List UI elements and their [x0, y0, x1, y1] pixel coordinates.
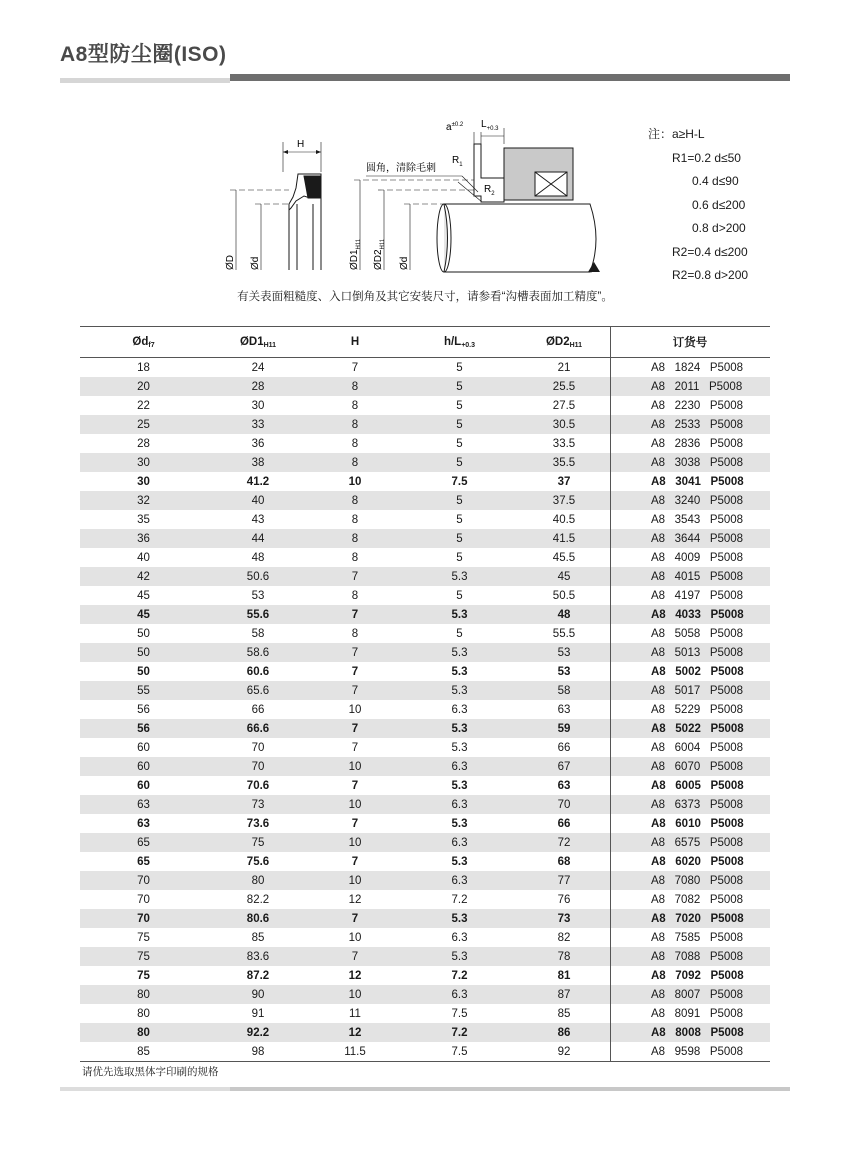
cell-order: A8 7092 P5008 — [611, 966, 771, 985]
cell-order: A8 1824 P5008 — [611, 358, 771, 378]
cell-D1: 83.6 — [207, 947, 309, 966]
cell-hL: 6.3 — [401, 871, 518, 890]
cell-hL: 5.3 — [401, 567, 518, 586]
table-row — [80, 795, 770, 814]
table-row — [80, 434, 770, 453]
label-D2: $ØD2_{H11}$ — [373, 238, 386, 270]
table-row — [80, 1023, 770, 1042]
table-row — [80, 662, 770, 681]
cell-hL: 5.3 — [451, 741, 468, 754]
cell-D2: 30.5 — [518, 415, 611, 434]
cell-D1: 73.6 — [246, 817, 270, 830]
cell-D2: 63 — [557, 703, 571, 716]
header-D2: $ØD2_{H11}$ — [518, 327, 611, 358]
cell-d: 45 — [80, 605, 207, 624]
cell-D2: 35.5 — [518, 453, 611, 472]
cell-D1: 43 — [251, 513, 265, 526]
table-row — [80, 472, 770, 491]
cell-D1: 75 — [207, 833, 309, 852]
cell-d: 65 — [80, 833, 207, 852]
cell-D1: 75.6 — [246, 855, 270, 868]
cell-H: 8 — [351, 437, 359, 450]
cell-D1: 65.6 — [207, 681, 309, 700]
header-H: H — [309, 327, 401, 358]
cell-D2: 50.5 — [552, 589, 576, 602]
cell-d: 70 — [137, 893, 150, 906]
table-row — [80, 700, 770, 719]
cell-d: 28 — [137, 437, 150, 450]
table-row — [80, 643, 770, 662]
cell-d: 30 — [80, 453, 207, 472]
cell-H: 8 — [309, 453, 401, 472]
cell-d: 35 — [137, 513, 150, 526]
table-row — [80, 757, 770, 776]
cell-H: 11.5 — [344, 1045, 366, 1058]
cell-d: 80 — [80, 1023, 207, 1042]
cell-order: A8 3041 P5008 — [611, 472, 771, 491]
table-row — [80, 358, 770, 378]
cell-D2: 33.5 — [552, 437, 576, 450]
table-row — [80, 738, 770, 757]
cell-D1: 73 — [207, 795, 309, 814]
cell-hL: 5 — [401, 453, 518, 472]
cell-H: 8 — [351, 589, 359, 602]
cell-D1: 70 — [207, 757, 309, 776]
cell-d: 56 — [137, 703, 150, 716]
cell-H: 7 — [309, 947, 401, 966]
cell-D2: 48 — [518, 605, 611, 624]
table-row — [80, 947, 770, 966]
cell-D1: 44 — [207, 529, 309, 548]
cell-D2: 66 — [557, 741, 571, 754]
cell-hL: 5 — [456, 627, 463, 640]
cell-H: 8 — [351, 551, 359, 564]
cell-d: 50 — [137, 627, 150, 640]
table-row — [80, 377, 770, 396]
cell-order: A8 3543 P5008 — [611, 510, 771, 529]
label-d-right: Ød — [399, 256, 410, 270]
cell-D2: 70 — [518, 795, 611, 814]
cell-D2: 73 — [518, 909, 611, 928]
cell-order: A8 7080 P5008 — [611, 871, 771, 890]
cell-H: 7 — [309, 909, 401, 928]
cell-D1: 24 — [251, 361, 265, 374]
note-line: 注：a≥H-L — [648, 127, 705, 141]
cell-order: A8 8007 P5008 — [611, 985, 771, 1004]
table-row — [80, 605, 770, 624]
cell-D1: 66.6 — [207, 719, 309, 738]
cell-D1: 70 — [251, 741, 265, 754]
cell-D1: 85 — [251, 931, 265, 944]
cell-H: 10 — [348, 931, 362, 944]
cell-order: A8 8008 P5008 — [611, 1023, 771, 1042]
cell-hL: 6.3 — [451, 931, 468, 944]
cell-hL: 5.3 — [401, 643, 518, 662]
cell-D1: 58 — [251, 627, 265, 640]
cell-d: 20 — [80, 377, 207, 396]
cell-order: A8 2230 P5008 — [611, 396, 771, 415]
cell-hL: 5 — [401, 491, 518, 510]
cell-d: 65 — [137, 855, 150, 868]
cell-D1: 36 — [251, 437, 265, 450]
note-line: R2=0.8 d>200 — [672, 268, 749, 282]
table-row — [80, 548, 770, 567]
page-title: A8型防尘圈(ISO) — [60, 43, 227, 66]
table-header-row — [80, 327, 770, 358]
cell-hL: 5 — [456, 513, 463, 526]
table-row — [80, 396, 770, 415]
seal-installation-drawing — [200, 100, 620, 280]
cell-H: 8 — [309, 529, 401, 548]
cell-d: 80 — [137, 1007, 150, 1020]
cell-D1: 91 — [251, 1007, 265, 1020]
cell-D1: 70.6 — [246, 779, 270, 792]
table-row — [80, 415, 770, 434]
cell-hL: 5 — [456, 361, 463, 374]
cell-d: 36 — [80, 529, 207, 548]
cell-order: A8 5058 P5008 — [611, 624, 771, 643]
table-row — [80, 1042, 770, 1062]
cell-H: 8 — [351, 513, 359, 526]
table-body — [80, 358, 770, 1062]
title-rule-dark — [230, 74, 790, 81]
cell-H: 8 — [351, 399, 359, 412]
caption: 有关表面粗糙度、入口倒角及其它安装尺寸，请参看“沟槽表面加工精度”。 — [237, 291, 613, 303]
cell-D2: 45 — [518, 567, 611, 586]
note-line: R1=0.2 d≤50 — [672, 150, 741, 165]
cell-D1: 48 — [251, 551, 265, 564]
cell-D1: 98 — [251, 1045, 265, 1058]
install-notes — [648, 123, 748, 288]
note-line: R2=0.4 d≤200 — [672, 244, 748, 259]
cell-d: 25 — [80, 415, 207, 434]
cell-hL: 7.5 — [451, 1045, 468, 1058]
cell-D1: 66 — [251, 703, 265, 716]
note-line: 0.8 d>200 — [692, 221, 746, 235]
label-L: $L_{+0.3}$ — [481, 119, 499, 132]
cell-H: 7 — [351, 741, 359, 754]
label-D1: $ØD1_{H11}$ — [349, 238, 362, 270]
cell-D1: 80.6 — [207, 909, 309, 928]
cell-H: 10 — [309, 985, 401, 1004]
seal-section — [230, 142, 321, 270]
cell-d: 70 — [80, 909, 207, 928]
label-D: ØD — [225, 255, 236, 270]
table-row — [80, 776, 770, 795]
cell-hL: 6.3 — [401, 985, 518, 1004]
cell-hL: 5.3 — [401, 947, 518, 966]
cell-D1: 60.6 — [246, 665, 270, 678]
cell-order: A8 6004 P5008 — [611, 738, 771, 757]
cell-hL: 7.5 — [451, 1007, 468, 1020]
cell-hL: 7.2 — [451, 969, 468, 982]
cell-H: 7 — [351, 779, 359, 792]
cell-d: 50 — [80, 643, 207, 662]
cell-H: 12 — [348, 893, 362, 906]
table-row — [80, 453, 770, 472]
cell-D1: 55.6 — [207, 605, 309, 624]
cell-hL: 5.3 — [451, 779, 468, 792]
cell-d: 75 — [80, 947, 207, 966]
header-D1: $ØD1_{H11}$ — [207, 327, 309, 358]
cell-D1: 38 — [207, 453, 309, 472]
table-row — [80, 814, 770, 833]
cell-d: 32 — [80, 491, 207, 510]
cell-hL: 5.3 — [401, 605, 518, 624]
cell-D2: 85 — [557, 1007, 571, 1020]
cell-order: A8 6005 P5008 — [611, 776, 771, 795]
cell-D1: 92.2 — [207, 1023, 309, 1042]
note-line: 0.6 d≤200 — [692, 197, 746, 212]
cell-d: 22 — [137, 399, 150, 412]
cell-D2: 68 — [557, 855, 571, 868]
cell-hL: 7.2 — [451, 893, 468, 906]
cell-d: 85 — [137, 1045, 150, 1058]
cell-order: A8 4015 P5008 — [611, 567, 771, 586]
cell-D1: 41.2 — [246, 475, 270, 488]
cell-D2: 67 — [518, 757, 611, 776]
cell-H: 7 — [309, 605, 401, 624]
header-d: $Ød_{f7}$ — [80, 327, 207, 358]
header-order: 订货号 — [611, 327, 771, 358]
cell-order: A8 6070 P5008 — [611, 757, 771, 776]
table-row — [80, 1004, 770, 1023]
cell-order: A8 2836 P5008 — [611, 434, 771, 453]
cell-D1: 28 — [207, 377, 309, 396]
cell-hL: 5 — [456, 551, 463, 564]
table-row — [80, 909, 770, 928]
cell-hL: 5.3 — [451, 817, 468, 830]
table-row — [80, 928, 770, 947]
cell-d: 80 — [80, 985, 207, 1004]
cell-hL: 5 — [401, 415, 518, 434]
cell-d: 42 — [80, 567, 207, 586]
cell-D2: 76 — [557, 893, 571, 906]
cell-H: 7 — [309, 719, 401, 738]
cell-H: 7 — [309, 681, 401, 700]
table-row — [80, 624, 770, 643]
cell-d: 60 — [137, 741, 150, 754]
cell-order: A8 5229 P5008 — [611, 700, 771, 719]
cell-H: 10 — [309, 871, 401, 890]
footer-rule-light — [60, 1087, 230, 1091]
cell-hL: 7.5 — [451, 475, 468, 488]
cell-hL: 6.3 — [401, 833, 518, 852]
cell-D1: 82.2 — [246, 893, 270, 906]
cell-D1: 30 — [251, 399, 265, 412]
cell-H: 7 — [351, 855, 359, 868]
cell-H: 7 — [309, 567, 401, 586]
table-row — [80, 491, 770, 510]
footnote: 请优先选取黑体字印刷的规格 — [82, 1066, 219, 1078]
cell-d: 18 — [137, 361, 150, 374]
table-row — [80, 966, 770, 985]
table-row — [80, 567, 770, 586]
cell-d: 75 — [137, 969, 150, 982]
footer-rule-dark — [230, 1087, 790, 1091]
cell-H: 12 — [309, 1023, 401, 1042]
cell-H: 7 — [351, 665, 359, 678]
cell-d: 70 — [80, 871, 207, 890]
table-row — [80, 890, 770, 909]
cell-D1: 40 — [207, 491, 309, 510]
cell-D2: 92 — [557, 1045, 571, 1058]
title-rule-light — [60, 78, 230, 83]
cell-D1: 90 — [207, 985, 309, 1004]
cell-D2: 86 — [518, 1023, 611, 1042]
cell-D2: 72 — [518, 833, 611, 852]
cell-d: 60 — [80, 757, 207, 776]
cell-H: 7 — [309, 643, 401, 662]
cell-H: 10 — [309, 757, 401, 776]
cell-D2: 82 — [557, 931, 571, 944]
cell-d: 40 — [137, 551, 150, 564]
cell-order: A8 5013 P5008 — [611, 643, 771, 662]
cell-D2: 78 — [518, 947, 611, 966]
cell-d: 56 — [80, 719, 207, 738]
cell-D2: 27.5 — [552, 399, 576, 412]
cell-hL: 5.3 — [401, 909, 518, 928]
cell-hL: 5 — [401, 529, 518, 548]
table-row — [80, 529, 770, 548]
cell-D1: 87.2 — [246, 969, 270, 982]
cell-hL: 6.3 — [401, 795, 518, 814]
cell-order: A8 3038 P5008 — [611, 453, 771, 472]
cell-order: A8 3240 P5008 — [611, 491, 771, 510]
cell-order: A8 5017 P5008 — [611, 681, 771, 700]
cell-hL: 6.3 — [451, 703, 468, 716]
table-row — [80, 871, 770, 890]
cell-hL: 5.3 — [401, 681, 518, 700]
cell-d: 63 — [137, 817, 150, 830]
cell-hL: 5.3 — [451, 665, 468, 678]
cell-order: A8 4197 P5008 — [611, 586, 771, 605]
cell-D2: 87 — [518, 985, 611, 1004]
cell-D2: 25.5 — [518, 377, 611, 396]
cell-hL: 5 — [456, 589, 463, 602]
cell-H: 11 — [349, 1007, 361, 1020]
table-row — [80, 586, 770, 605]
header-hL: $h/L_{+0.3}$ — [401, 327, 518, 358]
cell-H: 8 — [351, 627, 359, 640]
cell-D2: 77 — [518, 871, 611, 890]
cell-D2: 37.5 — [518, 491, 611, 510]
cell-hL: 5.3 — [401, 719, 518, 738]
cell-d: 55 — [80, 681, 207, 700]
cell-D2: 63 — [557, 779, 571, 792]
cell-H: 8 — [309, 491, 401, 510]
cell-d: 75 — [137, 931, 150, 944]
label-chamfer: 圆角，清除毛刺 — [366, 163, 436, 174]
cell-D2: 66 — [557, 817, 571, 830]
cell-order: A8 7088 P5008 — [611, 947, 771, 966]
cell-order: A8 9598 P5008 — [611, 1042, 771, 1062]
cell-d: 50 — [137, 665, 150, 678]
cell-order: A8 2011 P5008 — [611, 377, 771, 396]
groove-section — [354, 128, 600, 272]
cell-D1: 50.6 — [207, 567, 309, 586]
cell-hL: 5.3 — [451, 855, 468, 868]
cell-H: 7 — [351, 361, 359, 374]
cell-D1: 80 — [207, 871, 309, 890]
cell-D2: 37 — [557, 475, 571, 488]
table-row — [80, 833, 770, 852]
cell-D1: 58.6 — [207, 643, 309, 662]
cell-order: A8 4009 P5008 — [611, 548, 771, 567]
cell-d: 30 — [137, 475, 150, 488]
cell-H: 8 — [309, 377, 401, 396]
cell-order: A8 8091 P5008 — [611, 1004, 771, 1023]
cell-D2: 53 — [518, 643, 611, 662]
label-a: $a^{\pm 0.2}$ — [446, 122, 464, 133]
cell-order: A8 6373 P5008 — [611, 795, 771, 814]
label-R1: $R_1$ — [452, 155, 463, 168]
cell-D2: 41.5 — [518, 529, 611, 548]
table-row — [80, 719, 770, 738]
table-row — [80, 681, 770, 700]
cell-hL: 7.2 — [401, 1023, 518, 1042]
cell-order: A8 3644 P5008 — [611, 529, 771, 548]
cell-order: A8 6010 P5008 — [611, 814, 771, 833]
cell-H: 10 — [348, 475, 362, 488]
cell-order: A8 5022 P5008 — [611, 719, 771, 738]
cell-hL: 5 — [456, 399, 463, 412]
cell-D2: 81 — [557, 969, 571, 982]
cell-hL: 5 — [401, 377, 518, 396]
cell-D1: 33 — [207, 415, 309, 434]
cell-order: A8 2533 P5008 — [611, 415, 771, 434]
cell-d: 63 — [80, 795, 207, 814]
label-H: H — [297, 139, 305, 150]
cell-H: 10 — [348, 703, 362, 716]
spec-table — [80, 326, 770, 1062]
cell-order: A8 7585 P5008 — [611, 928, 771, 947]
cell-D2: 53 — [557, 665, 571, 678]
cell-D2: 55.5 — [552, 627, 576, 640]
cell-D2: 45.5 — [552, 551, 576, 564]
cell-H: 12 — [348, 969, 362, 982]
cell-H: 7 — [351, 817, 359, 830]
cell-order: A8 6020 P5008 — [611, 852, 771, 871]
cell-order: A8 7082 P5008 — [611, 890, 771, 909]
cell-order: A8 6575 P5008 — [611, 833, 771, 852]
cell-order: A8 4033 P5008 — [611, 605, 771, 624]
cell-hL: 6.3 — [401, 757, 518, 776]
cell-D2: 40.5 — [552, 513, 576, 526]
cell-D2: 21 — [557, 361, 571, 374]
cell-d: 60 — [137, 779, 150, 792]
cell-hL: 5 — [456, 437, 463, 450]
label-R2: $R_2$ — [484, 184, 495, 197]
cell-D1: 53 — [251, 589, 265, 602]
cell-D2: 59 — [518, 719, 611, 738]
cell-H: 10 — [309, 833, 401, 852]
table-row — [80, 510, 770, 529]
table-row — [80, 852, 770, 871]
cell-H: 8 — [309, 415, 401, 434]
table-row — [80, 985, 770, 1004]
cell-D2: 58 — [518, 681, 611, 700]
note-line: 0.4 d≤90 — [692, 174, 739, 188]
cell-order: A8 7020 P5008 — [611, 909, 771, 928]
cell-order: A8 5002 P5008 — [611, 662, 771, 681]
cell-d: 45 — [137, 589, 150, 602]
label-d-left: Ød — [250, 256, 261, 270]
cell-H: 10 — [309, 795, 401, 814]
